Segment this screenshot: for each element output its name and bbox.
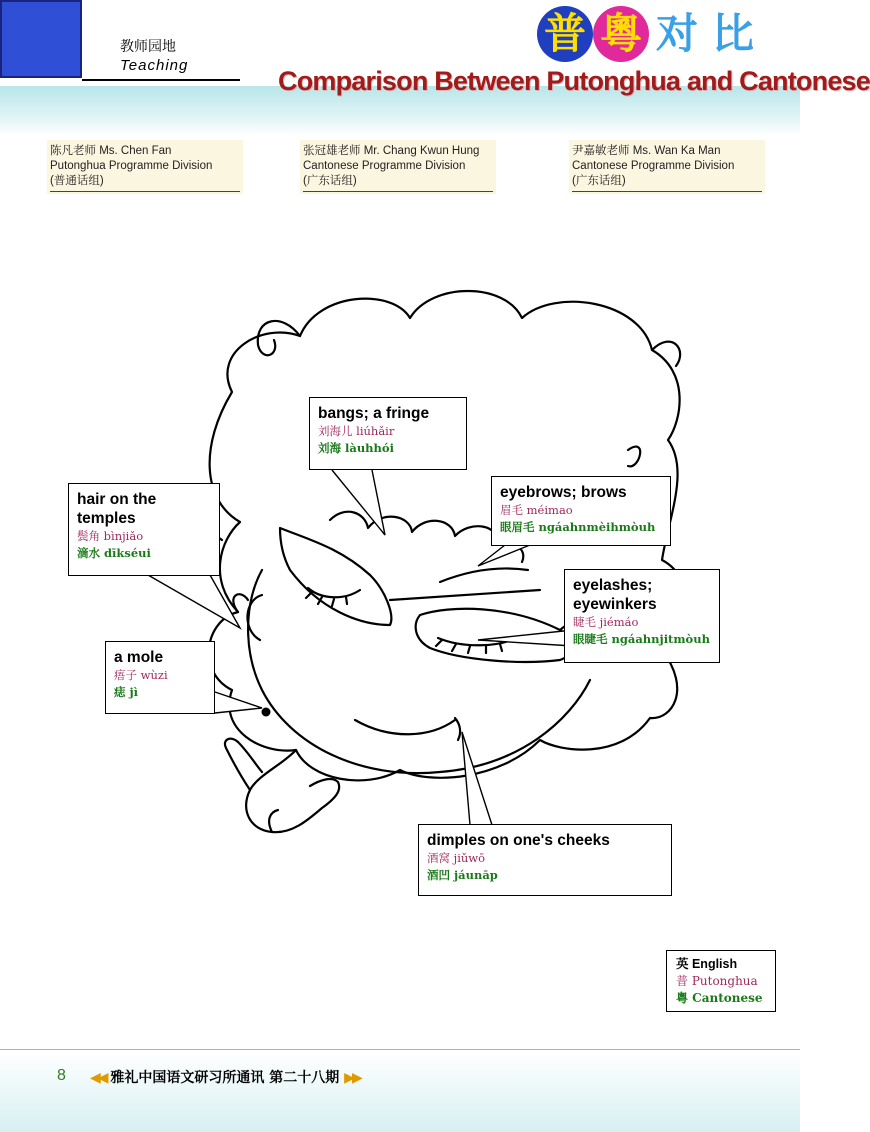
author-group: (广东话组) — [303, 175, 357, 187]
author-division: Cantonese Programme Division — [303, 160, 466, 172]
callout-putonghua: 睫毛 jiémáo — [573, 615, 639, 629]
callout-cantonese: 眼睫毛 ngáahnjitmòuh — [573, 632, 710, 646]
badge-yue: 粵 — [593, 6, 649, 62]
fringe-pointer — [332, 470, 385, 535]
callout-dimples — [418, 824, 672, 896]
section-title-english: Teaching — [120, 57, 189, 74]
callout-eyelashes — [564, 569, 720, 663]
cheek-line — [355, 720, 455, 734]
callout-english: eyebrows; brows — [500, 484, 627, 501]
legend-cantonese: 粵 Cantonese — [676, 991, 763, 1005]
badge-pu: 普 — [537, 6, 593, 62]
callout-english: dimples on one's cheeks — [427, 832, 610, 849]
author-name: 张冠雄老师 Mr. Chang Kwun Hung — [303, 145, 480, 157]
callout-putonghua: 眉毛 méimao — [500, 503, 573, 517]
hair-curl — [628, 447, 640, 467]
callout-mole — [105, 641, 215, 714]
publication-title: 雅礼中国语文研习所通讯 第二十八期 — [110, 1070, 340, 1086]
author-division: Cantonese Programme Division — [572, 160, 735, 172]
callout-cantonese: 眼眉毛 ngáahnmèihmòuh — [500, 520, 656, 534]
hair-curl — [233, 594, 248, 612]
callout-cantonese: 滴水 dīkséui — [77, 546, 151, 560]
callout-english: a mole — [114, 649, 164, 666]
footer-band — [0, 1052, 800, 1132]
eyebrow — [440, 569, 528, 583]
callout-putonghua: 刘海儿 liúhǎir — [318, 424, 395, 438]
prev-arrow-icon[interactable]: ◀◀ — [90, 1070, 106, 1086]
callout-temples — [68, 483, 220, 576]
callout-cantonese: 酒凹 jáunāp — [427, 868, 498, 882]
badge-bi: 比 — [711, 9, 754, 58]
glasses-frame — [280, 528, 391, 625]
page-number: 8 — [57, 1067, 66, 1084]
section-title-chinese: 教师园地 — [120, 39, 176, 55]
callout-eyebrows — [491, 476, 671, 546]
dimple — [455, 718, 460, 740]
dimples-pointer — [462, 732, 492, 825]
next-arrow-icon[interactable]: ▶▶ — [344, 1070, 360, 1086]
author-name: 尹嘉敏老师 Ms. Wan Ka Man — [572, 145, 721, 157]
mole-dot — [262, 708, 271, 717]
callout-english: eyelashes; eyewinkers — [573, 577, 657, 613]
author-group: (普通话组) — [50, 175, 104, 187]
callout-english: bangs; a fringe — [318, 405, 430, 422]
callout-english: hair on the temples — [77, 491, 157, 527]
badge-dui: 对 — [655, 9, 698, 58]
hand-outline — [225, 739, 339, 833]
callout-fringe — [309, 397, 467, 470]
author-division: Putonghua Programme Division — [50, 160, 213, 172]
eye-lashes — [306, 592, 502, 653]
mole-pointer — [215, 692, 262, 713]
callout-putonghua: 酒窝 jiǔwō — [427, 851, 486, 865]
legend-english: 英 English — [676, 957, 738, 971]
glasses-frame — [390, 590, 540, 600]
callout-putonghua: 痦子 wùzi — [114, 668, 168, 682]
language-legend — [666, 950, 776, 1012]
author-group: (广东话组) — [572, 175, 626, 187]
callout-putonghua: 鬓角 bìnjiǎo — [77, 529, 144, 543]
temples-pointer — [148, 575, 240, 628]
legend-putonghua: 普 Putonghua — [676, 974, 758, 988]
page-headline: Comparison Between Putonghua and Cantonese — [278, 66, 870, 96]
author-name: 陈凡老师 Ms. Chen Fan — [50, 145, 172, 157]
callout-cantonese: 痣 jì — [114, 685, 139, 699]
footer-rule — [0, 1049, 800, 1050]
footer-publication — [90, 1067, 360, 1087]
hair-curl — [258, 321, 300, 355]
callout-cantonese: 刘海 làuhhói — [318, 441, 394, 455]
